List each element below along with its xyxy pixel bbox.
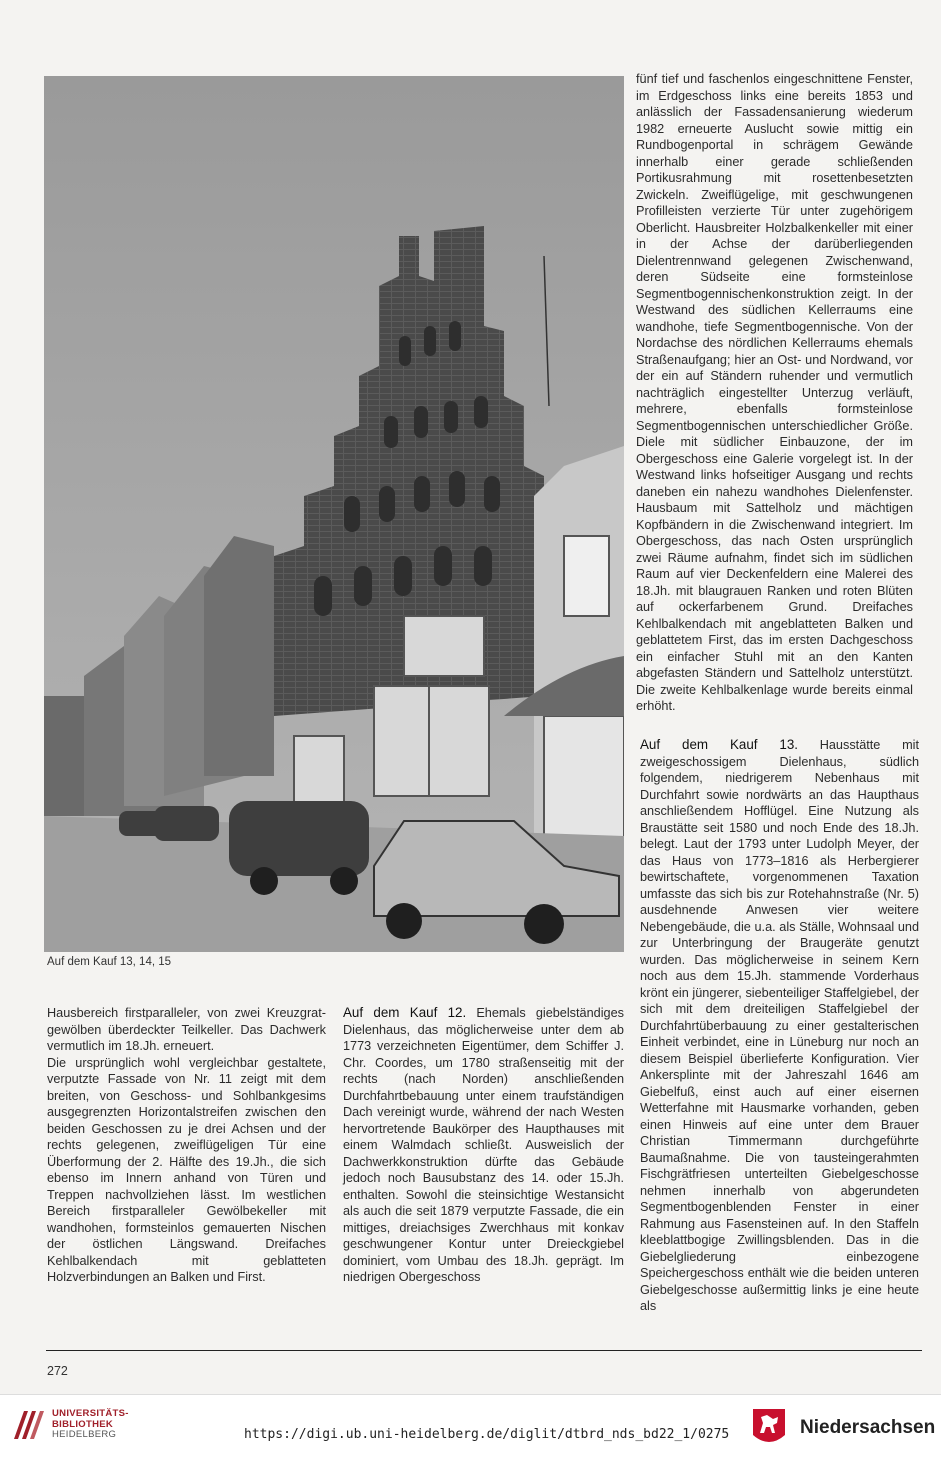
uni-line: HEIDELBERG (52, 1429, 117, 1440)
entry-heading: Auf dem Kauf 12. (343, 1005, 467, 1020)
text-column-right-top (636, 71, 913, 715)
text-column-right-bottom (640, 737, 919, 1315)
paragraph (343, 1005, 624, 1286)
footer-bar (0, 1394, 941, 1463)
paragraph: fünf tief und faschenlos eingeschnittene Fenster, im Erdgeschoss links eine bereits 1853 und anlässlich der Fassadensanierung wiederum 1982 erneuerte Auslucht sowie mittig ein Rundbogenportal in schrägem Gewände innerhalb einer gerade schließenden Portikusrahmung mit rosettenbesetzten Zwickeln. Zweiflügelige, mit geschwungenen Profilleisten verzierte Tür unter zugehörigem Oberlicht. Hausbreiter Holzbalkenkeller mit einer in der Achse der darüberliegenden Dielentrennwand gelegenen Zwischenwand, deren Südseite eine formsteinlose Segmentbogennischenkonstruktion zeigt. In der Westwand des südlichen Kellerraums eine wandhohe, tiefe Segmentbogennische. Von der Nordachse des nördlichen Kellerraums ehemals Straßenaufgang; hier an Ost- und Nordwand, vor der ein auf Ständern ruhender und vermutlich nachträglich eingestellter Unterzug verläuft, mehrere, ebenfalls formsteinlose Segmentbogennischen unterschiedlicher Größe. Diele mit südlicher Einbauzone, der im Obergeschoss eine Galerie vorgelegt ist. In der Westwand links hofseitiger Ausgang und rechts daneben ein nahezu wandhohes Dielenfenster. Hausbaum mit Sattelholz und mächtigen Kopfbändern in die Zwischenwand integriert. Im Obergeschoss, das nach Osten ursprünglich zwei Räume aufnahm, findet sich im südlichen Raum auf vier Deckenfeldern eine Malerei des 18.Jh. mit blaugrauen Ranken und roten Blüten auf ockerfarbenem Grund. Dreifaches Kehlbalkendach mit angeblatteten Balken und geblattetem First, das im ersten Dachgeschoss ein einfacher Stuhl mit an den Kanten abgefasten Ständern und Sattelholz unterstützt. Die zweite Kehlbalkenlage wurde bereits einmal erhöht. (636, 72, 913, 713)
niedersachsen-horse-icon (751, 1407, 787, 1449)
entry-text: Hausstätte mit zweigeschossigem Dielenhaus, südlich folgendem, niedrigerem Nebenhaus mit Durchfahrt sowie nordwärts an das Haupthaus anschließendem Hofflügel. Eine Nutzung als Braustätte seit 1580 und noch Ende des 18.Jh. belegt. Laut der 1793 unter Ludolph Meyer, der das Haus von 1773–1816 als Herbergierer bewirtschaftete, vorgenommenen Taxation umfasste das sich bis zur Rotehahnstraße (Nr. 5) ausdehnende Anwesen vier weitere Nebengebäude, die u.a. als Ställe, Wohnsaal und zur Unterbringung der Braugeräte genutzt wurden. Das möglicherweise in seinem Kern noch aus dem 15.Jh. stammende Vorderhaus krönt ein jüngerer, siebenteiliger Staffelgiebel, der sich mit dem dreiteiligen Staffelgiebel der Durchfahrtüberbauung zu einer gestalterischen Einheit verbindet, eine in Lüneburg nur noch an diesem Beispiel überlieferte Konfiguration. Vier Ankersplinte mit der Jahreszahl 1646 am Giebelfuß, einst auch auf einer eisernen Wetterfahne mit Hausmarke vorhanden, geben einen Hinweis auf eine unter dem Brauer Christian Timmermann durchgeführte Baumaßnahme. Die von tausteingerahmten Fischgrätfriesen unterteilten Giebelgeschosse nehmen innerhalb von abgerundeten Segmentbogenblenden Fenster in einer Rahmung aus Fasensteinen auf. In den Staffeln kleeblattbogige Zwillingsblenden. Das in die Giebelgliederung einbezogene Speichergeschoss enthält wie die beiden unteren Giebelgeschosse außermittig links je eine heute als (640, 738, 919, 1313)
paragraph: Hausbereich firstparalleler, von zwei Kreuzgrat-gewölben überdeckter Teilkeller. Das Dachwerk vermutlich im 18.Jh. erneuert. (47, 1006, 326, 1053)
page-number: 272 (47, 1364, 68, 1378)
text-column-left (47, 1005, 326, 1286)
photo-caption: Auf dem Kauf 13, 14, 15 (47, 956, 172, 968)
photo-illustration (44, 76, 624, 952)
university-library-name[interactable] (52, 1409, 129, 1441)
uni-line: BIBLIOTHEK (52, 1418, 114, 1430)
permalink-url[interactable]: https://digi.ub.uni-heidelberg.de/diglit/dtbrd_nds_bd22_1/0275 (244, 1427, 730, 1442)
paragraph: Die ursprünglich wohl vergleichbar gestaltete, verputzte Fassade von Nr. 11 zeigt mit dem breiten, von Geschoss- und Sohlbankgesims ausgegrenzten Horizontalstreifen zwischen den beiden Geschossen zu je drei Achsen und der rechts gelegenen, zweiflügeligen Tür eine Überformung der 2. Hälfte des 19.Jh., die sich ebenso im Innern anhand von Türen und Treppen nachvollziehen lässt. Im westlichen Bereich firstparalleler Gewölbekeller mit wandhohen, formsteinlos gemauerten Nischen der östlichen Längswand. Dreifaches Kehlbalkendach mit geblatteten Holzverbindungen an Balken und First. (47, 1055, 326, 1284)
text-column-middle (343, 1005, 624, 1286)
page-divider (46, 1350, 922, 1351)
entry-text: Ehemals giebelständiges Dielenhaus, das möglicherweise unter dem ab 1773 verzeichneten Eigentümer, dem Schiffer J. Chr. Coordes, um 1780 straßenseitig mit der rechts (nach Norden) anschließenden Durchfahrtbebauung unter einem traufständigen Dach vereinigt wurde, während der nach Westen hervortretende Baukörper des Haupthauses mit einem Walmdach schließt. Ausweislich der Dachwerkkonstruktion dürfte das Gebäude jedoch noch Bausubstanz des 14. oder 15.Jh. enthalten. Sowohl die steinsichtige Westansicht als auch die seit 1879 verputzte Fassade, die ein mittiges, dreiachsiges Zwerchhaus mit konkav geschwungener Kontur unter Dreieckgiebel dominiert, vom Umbau des 18.Jh. geprägt. Im niedrigen Obergeschoss (343, 1006, 624, 1284)
entry-heading: Auf dem Kauf 13. (640, 737, 799, 752)
paragraph (640, 737, 919, 1315)
university-library-logo-icon[interactable] (10, 1407, 46, 1443)
street-photo (44, 76, 624, 952)
state-name: Niedersachsen (800, 1417, 936, 1438)
uni-line: UNIVERSITÄTS- (52, 1408, 129, 1419)
